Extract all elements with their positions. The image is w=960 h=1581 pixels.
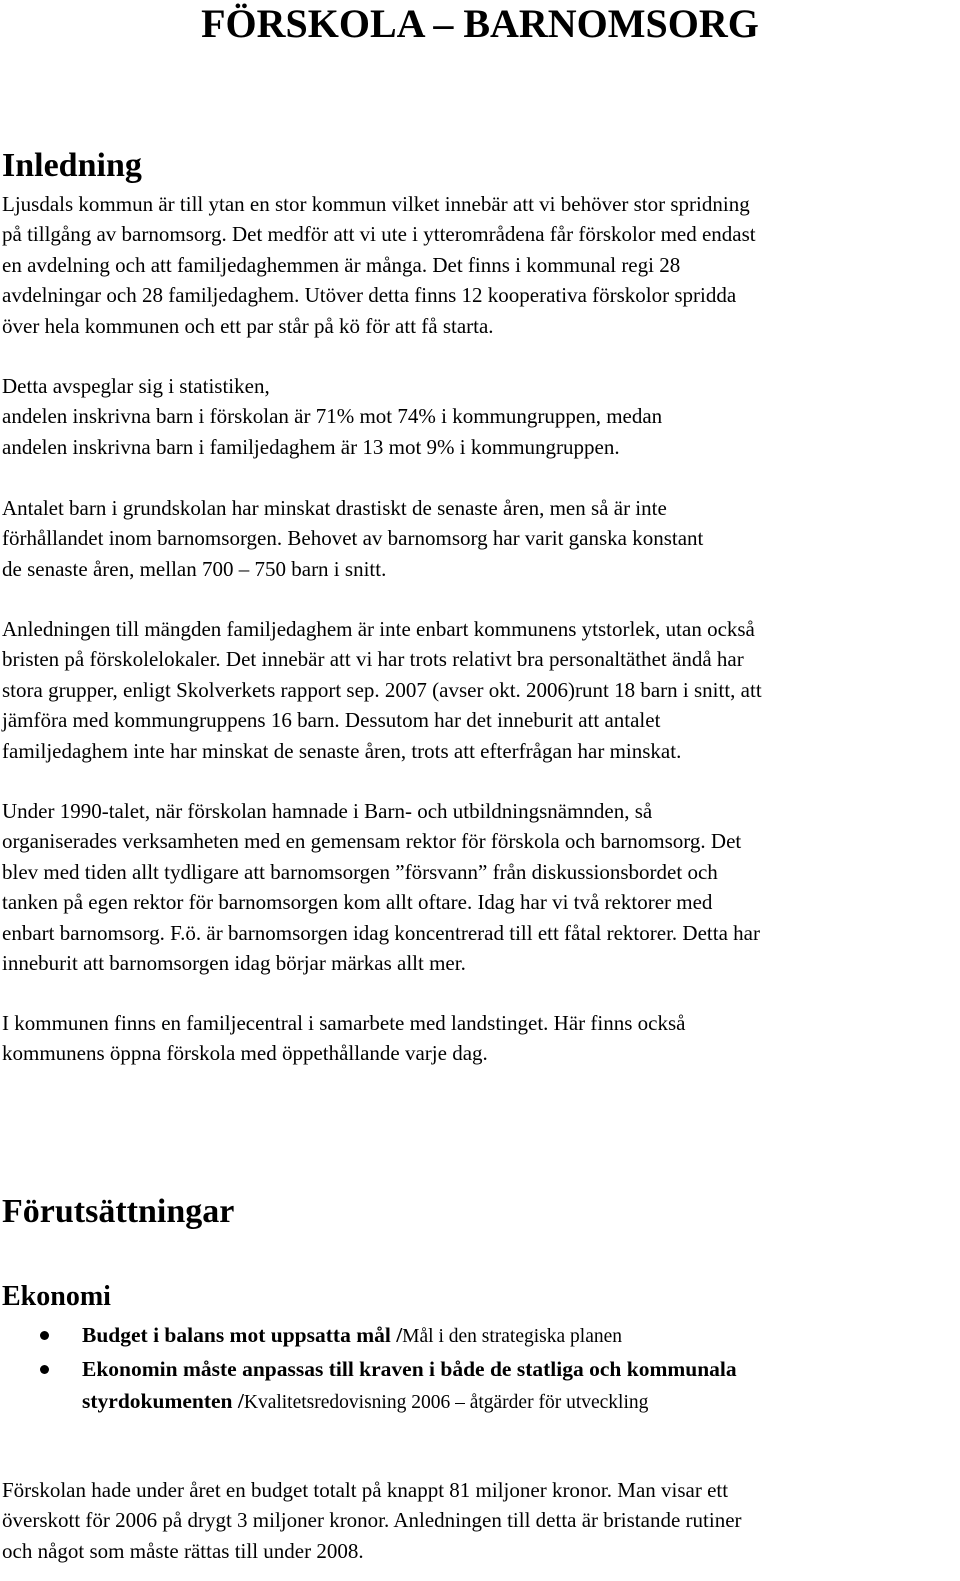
heading-forutsattningar: Förutsättningar [2, 1193, 235, 1230]
text-line: organiserades verksamheten med en gemensam rektor för förskola och barnomsorg. Det [2, 829, 742, 854]
text-line: över hela kommunen och ett par står på kö för att få starta. [2, 313, 494, 338]
text-line: andelen inskrivna barn i familjedaghem är 13 mot 9% i kommungruppen. [2, 434, 620, 459]
paragraph-familjedaghem [2, 614, 762, 766]
text-line: Antalet barn i grundskolan har minskat drastiskt de senaste åren, men så är inte [2, 496, 667, 520]
paragraph-1990-talet [2, 796, 760, 978]
goal-text: styrdokumenten / [82, 1389, 244, 1413]
text-line: avdelningar och 28 familjedaghem. Utöver detta finns 12 kooperativa förskolor spridda [2, 283, 737, 308]
paragraph-intro [2, 189, 756, 341]
bullet-icon [40, 1331, 49, 1340]
text-line: förhållandet inom barnomsorgen. Behovet av barnomsorg har varit ganska konstant [2, 526, 704, 551]
text-line: Under 1990-talet, när förskolan hamnade i Barn- och utbildningsnämnden, så [2, 799, 653, 823]
text-line: kommunens öppna förskola med öppethållande varje dag. [2, 1041, 488, 1066]
list-item [0, 1353, 958, 1419]
text-line: enbart barnomsorg. F.ö. är barnomsorgen idag koncentrerad till ett fåtal rektorer. Detta har [2, 920, 760, 945]
text-line: de senaste åren, mellan 700 – 750 barn i snitt. [2, 556, 387, 581]
text-line: och något som måste rättas till under 2008. [2, 1538, 364, 1563]
text-line: överskott för 2006 på drygt 3 miljoner kronor. Anledningen till detta är bristande rutiner [2, 1508, 742, 1533]
text-line: inneburit att barnomsorgen idag börjar märkas allt mer. [2, 951, 466, 976]
paragraph-grundskolan [2, 493, 703, 584]
list-item [0, 1319, 958, 1353]
text-line: blev med tiden allt tydligare att barnomsorgen ”försvann” från diskussionsbordet och [2, 859, 718, 884]
heading-inledning: Inledning [2, 147, 142, 184]
goal-text: Budget i balans mot uppsatta mål / [82, 1323, 403, 1347]
goal-source: Kvalitetsredovisning 2006 – åtgärder för utveckling [243, 1392, 649, 1413]
heading-ekonomi: Ekonomi [2, 1281, 111, 1312]
goal-source: Mål i den strategiska planen [402, 1326, 623, 1347]
text-line: Anledningen till mängden familjedaghem är inte enbart kommunens ytstorlek, utan också [2, 617, 755, 641]
bullet-icon [40, 1365, 49, 1374]
text-line: en avdelning och att familjedaghemmen är många. Det finns i kommunal regi 28 [2, 252, 681, 277]
text-line: familjedaghem inte har minskat de senaste åren, trots att efterfrågan har minskat. [2, 738, 682, 763]
text-line: stora grupper, enligt Skolverkets rapport sep. 2007 (avser okt. 2006)runt 18 barn i snitt, att [2, 677, 762, 702]
text-line: I kommunen finns en familjecentral i samarbete med landstinget. Här finns också [2, 1011, 686, 1035]
text-line: på tillgång av barnomsorg. Det medför att vi ute i ytterområdena får förskolor med endast [2, 222, 756, 247]
paragraph-familjecentral [2, 1008, 685, 1069]
goal-text: Ekonomin måste anpassas till kraven i både de statliga och kommunala [82, 1357, 737, 1381]
goals-list [0, 1319, 958, 1419]
document-title: FÖRSKOLA – BARNOMSORG [201, 1, 759, 46]
paragraph-budget [2, 1475, 742, 1566]
paragraph-statistics [2, 371, 662, 462]
text-line: tanken på egen rektor för barnomsorgen kom allt oftare. Idag har vi två rektorer med [2, 890, 713, 915]
text-line: Ljusdals kommun är till ytan en stor kommun vilket innebär att vi behöver stor spridning [2, 192, 750, 216]
text-line: andelen inskrivna barn i förskolan är 71% mot 74% i kommungruppen, medan [2, 404, 663, 429]
text-line: Detta avspeglar sig i statistiken, [2, 374, 270, 398]
text-line: Förskolan hade under året en budget totalt på knappt 81 miljoner kronor. Man visar ett [2, 1478, 729, 1502]
text-line: bristen på förskolelokaler. Det innebär att vi har trots relativt bra personaltäthet ändå har [2, 647, 744, 672]
text-line: jämföra med kommungruppens 16 barn. Dessutom har det inneburit att antalet [2, 708, 661, 733]
